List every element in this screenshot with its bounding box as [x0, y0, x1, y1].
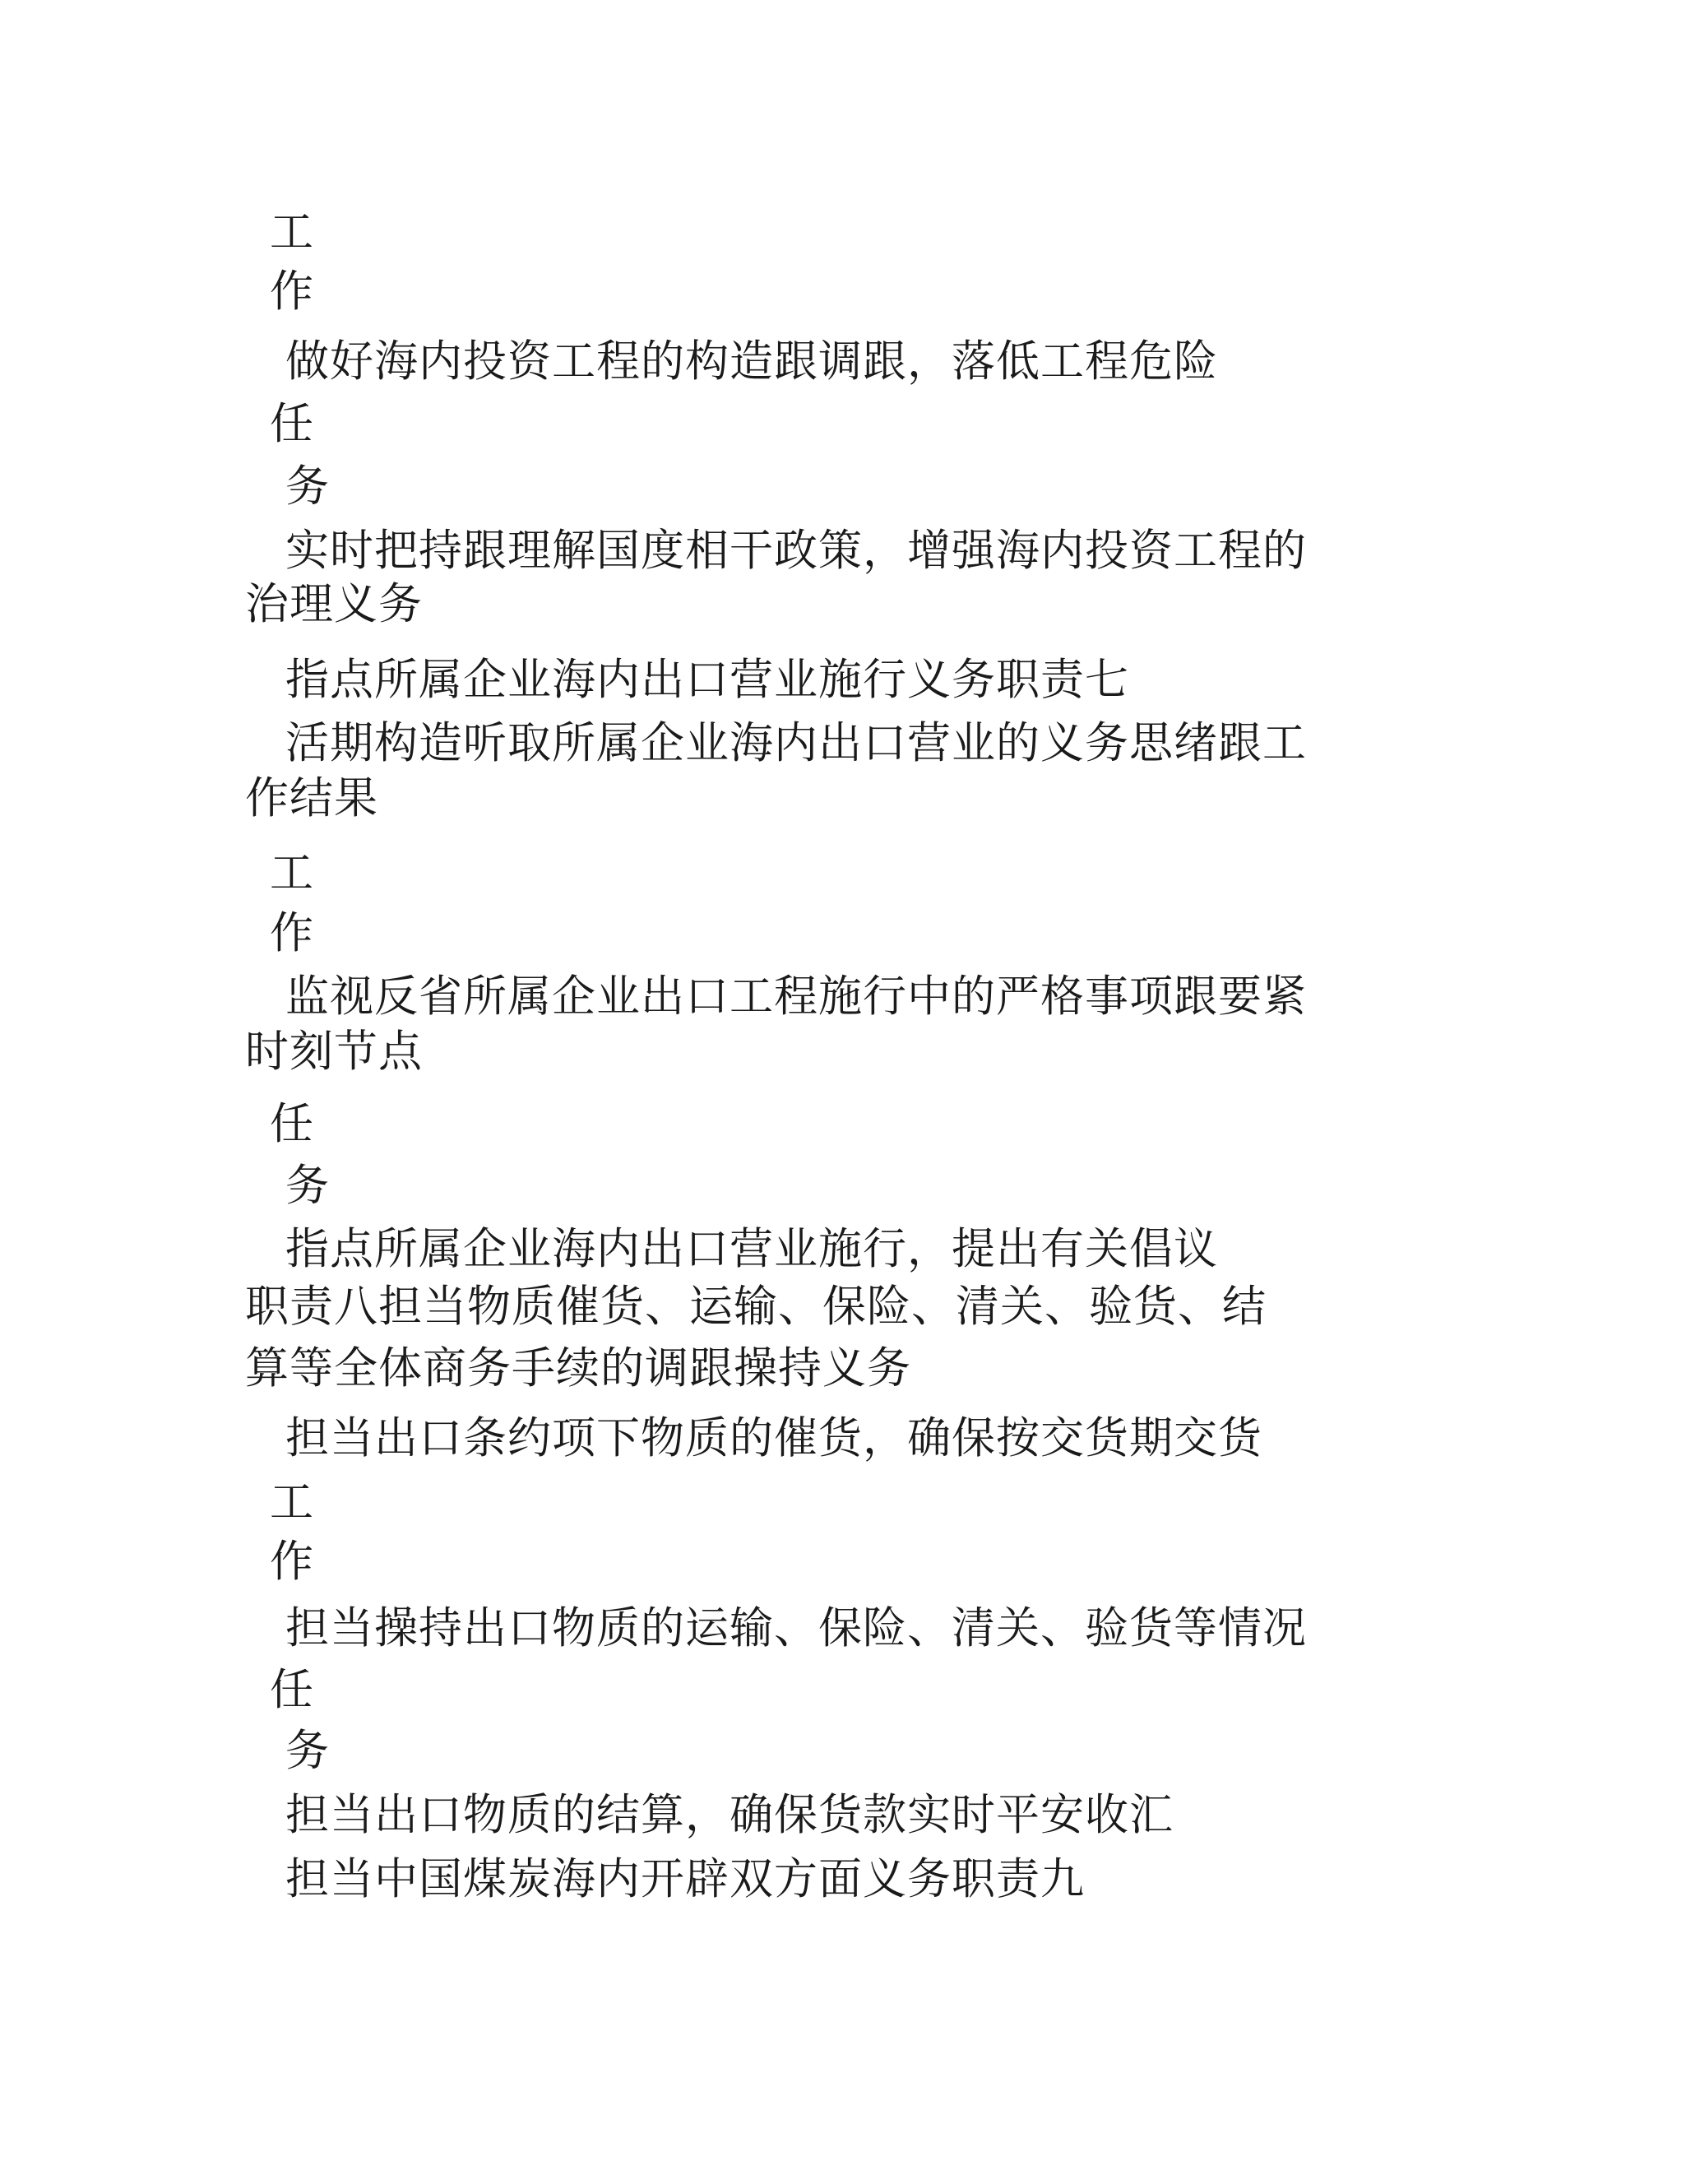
text-line: 实时把持跟理解国度相干政策，增强海内投资工程的: [285, 526, 1307, 576]
text-line: 治理义务: [245, 579, 423, 629]
text-line: 担当操持出口物质的运输、保险、清关、验货等情况: [285, 1603, 1307, 1653]
text-line: 时刻节点: [245, 1027, 423, 1077]
text-line: 作: [270, 908, 314, 958]
text-line: 作结果: [245, 773, 378, 823]
text-line: 作: [270, 1537, 314, 1587]
text-line: 做好海内投资工程的构造跟调跟，落低工程危险: [285, 336, 1218, 387]
text-line: 务: [285, 1726, 330, 1776]
text-line: 担当出口条约项下物质的催货，确保按交货期交货: [285, 1413, 1262, 1463]
text-line: 指点所属企业海内出口营业施行，提出有关倡议: [285, 1224, 1218, 1274]
text-line: 算等全体商务手续的调跟操持义务: [245, 1343, 911, 1393]
text-line: 务: [285, 1161, 330, 1211]
text-line: 工: [270, 1477, 314, 1528]
text-line: 担当中国煤炭海内开辟双方面义务职责九: [285, 1854, 1085, 1904]
text-line: 工: [270, 207, 314, 257]
text-line: 指点所属企业海内出口营业施行义务职责七: [285, 655, 1129, 705]
text-line: 作: [270, 267, 314, 317]
text-line: 任: [270, 399, 314, 449]
text-line: 监视反省所属企业出口工程施行中的严格事项跟要紧: [285, 971, 1307, 1022]
text-line: 职责八担当物质催货、运输、保险、清关、验货、结: [245, 1282, 1267, 1332]
text-line: 担当出口物质的结算，确保货款实时平安收汇: [285, 1790, 1174, 1840]
text-line: 务: [285, 461, 330, 512]
text-line: 活期构造听取所属企业海内出口营业的义务思绪跟工: [285, 718, 1307, 768]
text-line: 任: [270, 1099, 314, 1149]
text-line: 工: [270, 848, 314, 898]
text-line: 任: [270, 1665, 314, 1715]
